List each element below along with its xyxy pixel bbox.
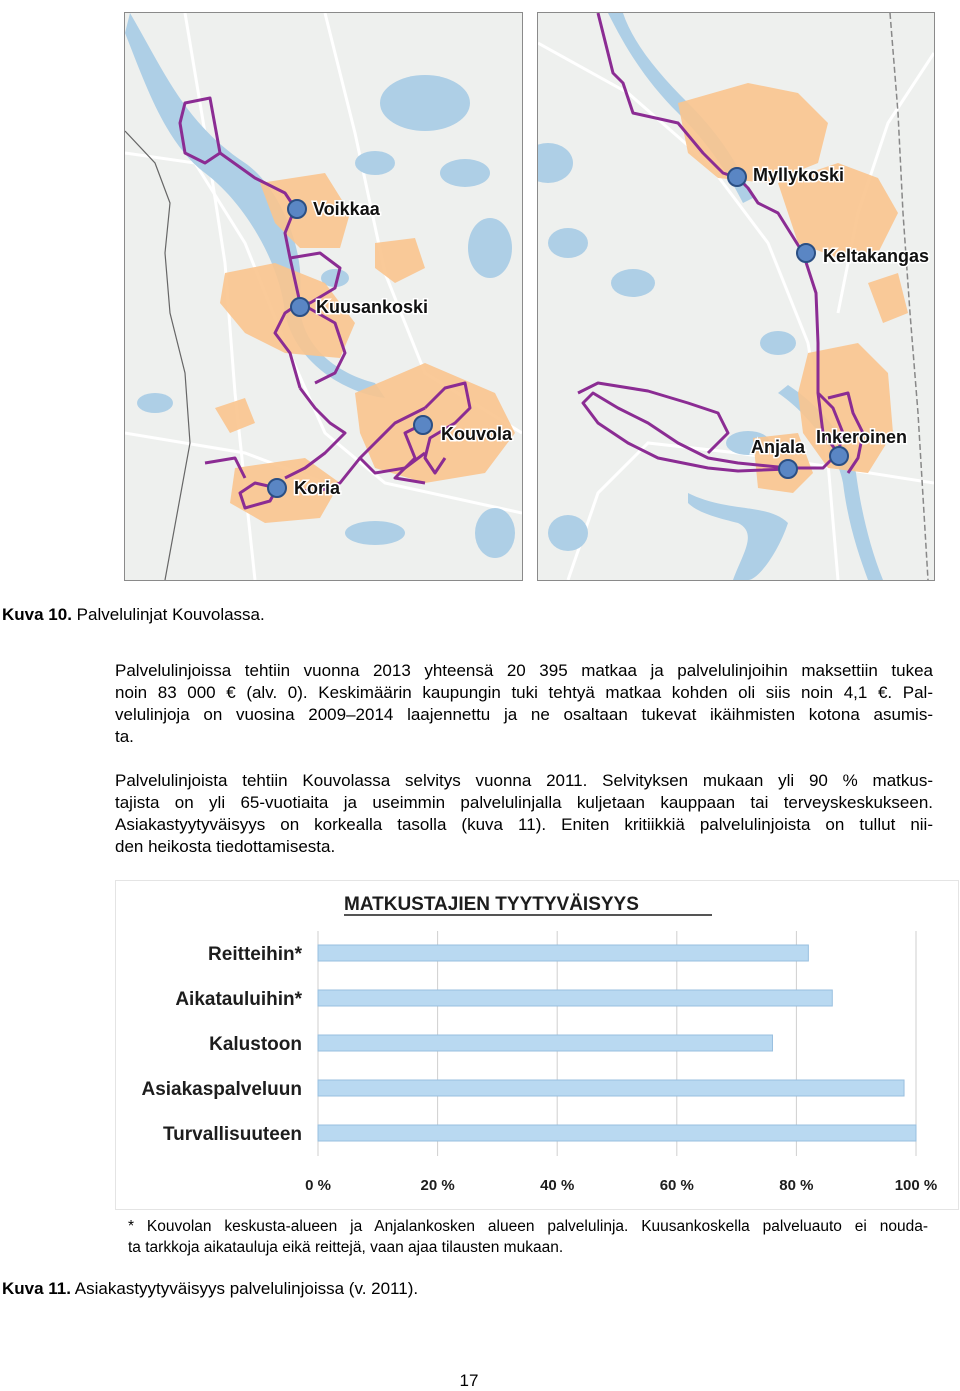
- chart-title: MATKUSTAJIEN TYYTYVÄISYYS: [344, 894, 639, 915]
- paragraph1-line: velulinjoja on vuosina 2009–2014 laajennettu ja ne osaltaan tukevat ikäihmisten kotona asumis-: [115, 705, 933, 724]
- paragraph2-line: tajista on yli 65-vuotiaita ja useimmin palvelulinjalla kuljetaan kauppaan tai terveyskeskukseen.: [115, 793, 933, 812]
- chart-x-tick-label: 0 %: [305, 1177, 331, 1194]
- stop-marker-kuusankoski: [291, 298, 309, 316]
- municipal-border: [125, 131, 190, 580]
- chart-category-label: Turvallisuuteen: [162, 1124, 302, 1145]
- stop-marker-kouvola: [414, 416, 432, 434]
- stop-marker-keltakangas: [797, 244, 815, 262]
- page-number: 17: [459, 1371, 479, 1390]
- chart-x-tick-label: 40 %: [540, 1177, 575, 1194]
- chart-bar: [318, 1035, 772, 1051]
- figure11-caption-label: Kuva 11.: [2, 1279, 71, 1298]
- stop-label-kouvola: Kouvola: [441, 424, 513, 444]
- chart-x-tick-label: 100 %: [894, 1177, 938, 1194]
- paragraph-service-lines-trips: [115, 660, 933, 748]
- satisfaction-chart-canvas: [116, 881, 958, 1209]
- chart-x-tick-labels: [305, 1177, 937, 1194]
- paragraph2-line: Asiakastyytyväisyys on korkealla tasolla (kuva 11). Eniten kritiikkiä palvelulinjoista on tullut nii-: [115, 815, 933, 834]
- stop-marker-myllykoski: [728, 168, 746, 186]
- stop-marker-anjala: [779, 460, 797, 478]
- chart-bar: [318, 990, 832, 1006]
- footnote-line: ta tarkkoja aikatauluja eikä reittejä, vaan ajaa tilausten mukaan.: [128, 1239, 564, 1256]
- stop-label-kuusankoski: Kuusankoski: [316, 297, 429, 317]
- stop-marker-voikkaa: [288, 200, 306, 218]
- stop-label-voikkaa: Voikkaa: [313, 199, 380, 219]
- chart-bar: [318, 1125, 916, 1141]
- satisfaction-chart: [115, 880, 959, 1210]
- footnote-line: * Kouvolan keskusta-alueen ja Anjalankosken alueen palvelulinja. Kuusankoskella palveluauto ei nouda-: [128, 1218, 928, 1235]
- chart-x-tick-label: 80 %: [779, 1177, 814, 1194]
- map-right-canvas: [538, 13, 934, 580]
- map-kouvola-kuusankoski: [124, 12, 523, 581]
- chart-category-label: Reitteihin*: [208, 944, 302, 965]
- paragraph1-line: noin 83 000 € (alv. 0). Keskimäärin kaupungin tuki tehtyä matkaa kohden oli siis noin 4,1 €. Pal-: [115, 683, 933, 702]
- stop-label-inkeroinen: Inkeroinen: [816, 427, 908, 447]
- stop-label-koria: Koria: [294, 478, 341, 498]
- map-left-canvas: [125, 13, 522, 580]
- stop-label-anjala: Anjala: [751, 437, 806, 457]
- figure10-caption: [2, 604, 265, 626]
- chart-category-labels: [141, 944, 302, 1145]
- chart-bar: [318, 1080, 904, 1096]
- stop-label-keltakangas: Keltakangas: [823, 246, 930, 266]
- figure11-footnote: [128, 1216, 928, 1258]
- paragraph2-line: Palvelulinjoista tehtiin Kouvolassa selvitys vuonna 2011. Selvityksen mukaan yli 90 % matkus-: [115, 771, 933, 790]
- chart-category-label: Kalustoon: [209, 1034, 302, 1055]
- figure10-caption-label: Kuva 10.: [2, 605, 72, 624]
- figure10-caption-text: Palvelulinjat Kouvolassa.: [76, 605, 265, 624]
- figure11-caption-text: Asiakastyytyväisyys palvelulinjoissa (v. 2011).: [74, 1279, 419, 1298]
- chart-x-tick-label: 60 %: [659, 1177, 694, 1194]
- chart-category-label: Aikatauluihin*: [175, 989, 302, 1010]
- chart-bar: [318, 945, 808, 961]
- stop-marker-inkeroinen: [830, 447, 848, 465]
- stop-label-myllykoski: Myllykoski: [753, 165, 845, 185]
- paragraph1-line: Palvelulinjoissa tehtiin vuonna 2013 yhteensä 20 395 matkaa ja palvelulinjoihin maksettiin tukea: [115, 661, 933, 680]
- stop-marker-koria: [268, 479, 286, 497]
- chart-category-label: Asiakaspalveluun: [141, 1079, 302, 1100]
- figure11-caption: [2, 1278, 418, 1300]
- chart-x-tick-label: 20 %: [420, 1177, 455, 1194]
- chart-bars: [318, 945, 916, 1141]
- map-anjalankoski: [537, 12, 935, 581]
- paragraph1-line: ta.: [115, 727, 134, 746]
- paragraph-service-lines-survey: [115, 770, 933, 858]
- paragraph2-line: den heikosta tiedottamisesta.: [115, 837, 336, 856]
